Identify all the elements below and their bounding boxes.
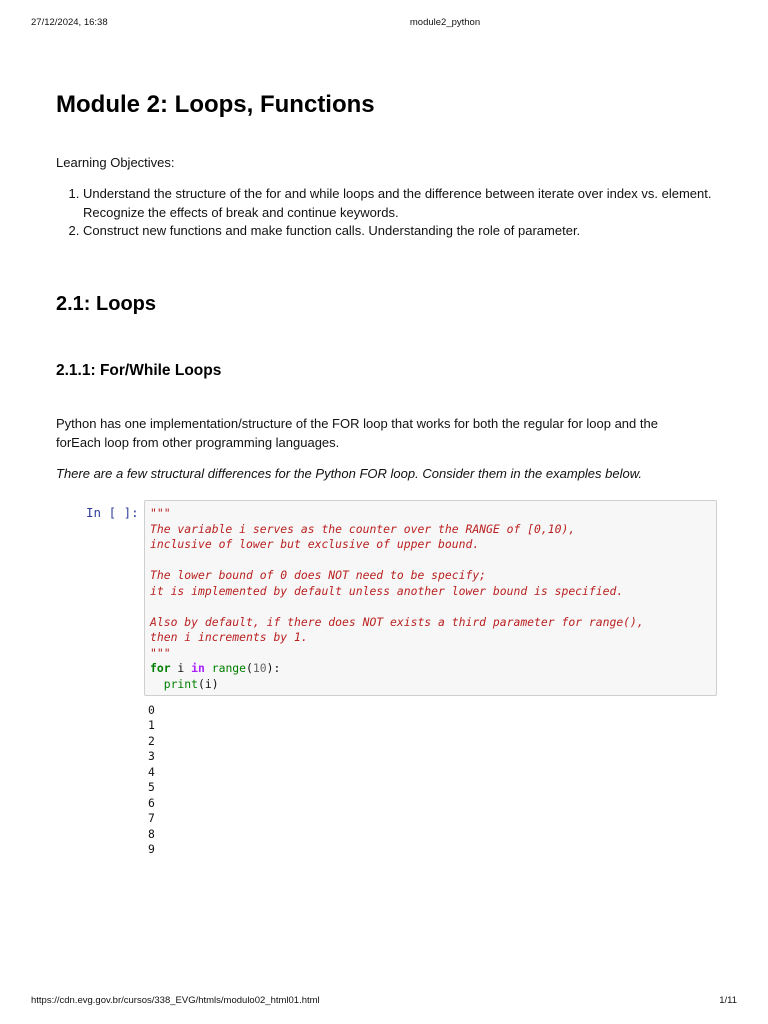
output-line: 4 xyxy=(148,764,155,779)
output-line: 6 xyxy=(148,795,155,810)
section-title: 2.1: Loops xyxy=(56,293,157,315)
output-line: 9 xyxy=(148,842,155,857)
output-line: 7 xyxy=(148,811,155,826)
code-cell-input[interactable] xyxy=(144,500,717,696)
subsection-title: 2.1.1: For/While Loops xyxy=(56,362,222,379)
cell-input-prompt: In [ ]: xyxy=(86,505,139,520)
objective-item: 1. Understand the structure of the for and while loops and the difference between iterate over index vs. element. Recognize the effects of break and continue keywords. xyxy=(83,185,733,222)
docstring-line: Also by default, if there does NOT exists a third parameter for range(), xyxy=(150,614,644,629)
page-number: 1/11 xyxy=(719,995,737,1006)
print-url: https://cdn.evg.gov.br/cursos/338_EVG/htmls/modulo02_html01.html xyxy=(31,995,320,1006)
docstring-line: """ xyxy=(150,645,171,660)
docstring-line: """ xyxy=(150,506,171,520)
objective-item: 2. Construct new functions and make function calls. Understanding the role of parameter. xyxy=(83,222,733,241)
code-args: (i) xyxy=(198,676,219,691)
docstring-line: inclusive of lower but exclusive of upper bound. xyxy=(150,537,480,551)
code-indent xyxy=(150,677,164,691)
number-literal: 10 xyxy=(252,661,267,675)
code-paren: ( xyxy=(246,661,253,675)
docstring-line: then i increments by 1. xyxy=(150,630,308,644)
keyword-in: in xyxy=(191,661,205,675)
docstring-line: The lower bound of 0 does NOT need to be specify; xyxy=(150,568,487,582)
cell-output xyxy=(148,703,155,858)
notebook-title: Module 2: Loops, Functions xyxy=(56,91,375,118)
code-space xyxy=(205,661,212,675)
output-line: 3 xyxy=(148,749,155,764)
output-line: 5 xyxy=(148,780,155,795)
output-line: 1 xyxy=(148,718,155,733)
output-line: 8 xyxy=(148,826,155,841)
builtin-range: range xyxy=(211,661,247,675)
docstring-line: it is implemented by default unless another lower bound is specified. xyxy=(150,583,624,598)
builtin-print: print xyxy=(163,676,199,691)
code-paren-colon: ): xyxy=(266,661,281,675)
output-line: 2 xyxy=(148,733,155,748)
print-footer xyxy=(0,995,768,1009)
objectives-list xyxy=(56,185,733,241)
intro-italic-paragraph: There are a few structural differences for the Python FOR loop. Consider them in the examples below. xyxy=(56,466,643,481)
output-line: 0 xyxy=(148,703,155,717)
docstring-line: The variable i serves as the counter over the RANGE of [0,10), xyxy=(150,521,576,536)
keyword-for: for xyxy=(150,661,171,675)
intro-paragraph: Python has one implementation/structure of the FOR loop that works for both the regular for loop and the forEach loop from other programming languages. xyxy=(56,416,658,450)
objectives-label: Learning Objectives: xyxy=(56,155,175,170)
code-editor[interactable] xyxy=(150,506,710,692)
print-header xyxy=(0,17,768,31)
print-doc-title: module2_python xyxy=(409,17,481,28)
code-variable: i xyxy=(170,661,192,675)
print-datetime: 27/12/2024, 16:38 xyxy=(31,17,108,28)
